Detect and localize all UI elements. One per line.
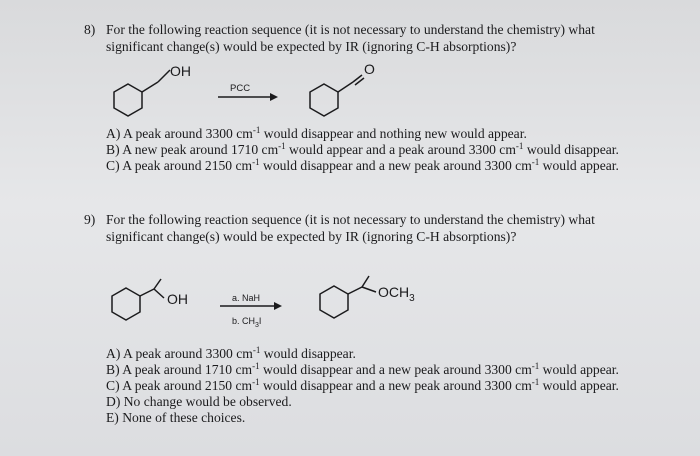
q9-choice-b: B) A peak around 1710 $cm^{-1}$ would disappear and a new peak around 3300 $cm^{-1}$ would appear. — [106, 361, 619, 377]
q8-number: 8) — [84, 22, 96, 37]
q8-product-o-label: O — [364, 61, 375, 77]
q9-choice-d: D) No change would be observed. — [106, 394, 292, 409]
q9-reactant-oh-label: OH — [167, 291, 188, 307]
q9-product-och3-label: $OCH_3$ — [378, 284, 415, 304]
q9-reaction-arrow — [220, 302, 282, 312]
q8-prompt-line1: For the following reaction sequence (it is not necessary to understand the chemistry) what — [106, 22, 595, 37]
q8-choice-c: C) A peak around 2150 $cm^{-1}$ would disappear and a new peak around 3300 $cm^{-1}$ would appear. — [106, 157, 619, 173]
q9-reagent-a-label: a. NaH — [232, 293, 261, 303]
q9-choice-a: A) A peak around 3300 $cm^{-1}$ would disappear. — [106, 345, 356, 361]
q9-reagent-b-label: b. $CH_3I$ — [232, 316, 262, 329]
q8-prompt-line2: significant change(s) would be expected by IR (ignoring C-H absorptions)? — [106, 39, 517, 54]
q8-choice-a: A) A peak around 3300 $cm^{-1}$ would disappear and nothing new would appear. — [106, 125, 527, 141]
q9-choice-c: C) A peak around 2150 $cm^{-1}$ would disappear and a new peak around 3300 $cm^{-1}$ would appear. — [106, 377, 619, 393]
q8-choice-b: B) A new peak around 1710 $cm^{-1}$ would appear and a peak around 3300 $cm^{-1}$ would disappear. — [106, 141, 619, 157]
q8-reaction-arrow — [218, 93, 278, 103]
q9-prompt-line1: For the following reaction sequence (it is not necessary to understand the chemistry) what — [106, 212, 595, 227]
q9-choice-e: E) None of these choices. — [106, 410, 246, 425]
q8-reagent-label: PCC — [230, 83, 251, 94]
q9-number: 9) — [84, 212, 96, 227]
q8-reactant-oh-label: OH — [170, 63, 191, 79]
q9-prompt-line2: significant change(s) would be expected by IR (ignoring C-H absorptions)? — [106, 229, 517, 244]
